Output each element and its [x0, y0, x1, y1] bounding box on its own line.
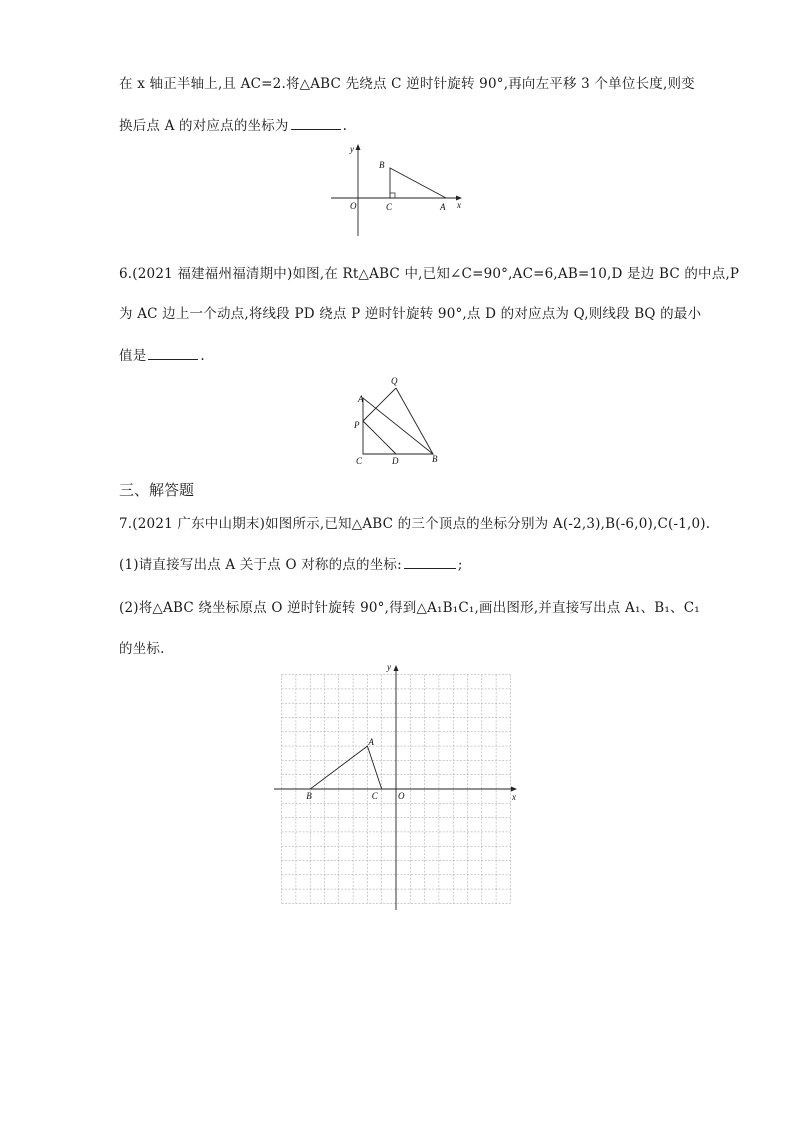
q7-text-line-3: (2)将△ABC 绕坐标原点 O 逆时针旋转 90°,得到△A₁B₁C₁,画出图形,并直接写出点 A₁、B₁、C₁ [119, 600, 700, 616]
q7-text-prefix: (1)请直接写出点 A 关于点 O 对称的点的坐标: [119, 557, 402, 573]
q7-label-o: O [398, 791, 405, 801]
q5-text-line-1: 在 x 轴正半轴上,且 AC=2.将△ABC 先绕点 C 逆时针旋转 90°,再向左平移 3 个单位长度,则变 [119, 76, 695, 92]
q6-triangle-abc [363, 398, 433, 454]
q7-label-c: C [371, 791, 378, 801]
q5-figure [328, 140, 468, 240]
q6-label-b: B [432, 454, 438, 464]
q6-text-suffix: . [200, 348, 205, 364]
q5-right-angle-mark [390, 193, 395, 198]
q7-text-suffix: ; [457, 557, 463, 573]
q5-triangle-abc [390, 168, 446, 198]
q6-text-line-3 [119, 344, 205, 364]
q6-segment-pd [363, 421, 396, 454]
q6-label-q: Q [391, 376, 398, 386]
q5-y-arrow [356, 144, 361, 150]
q7-label-b: B [306, 791, 312, 801]
q6-text-line-1: 6.(2021 福建福州福清期中)如图,在 Rt△ABC 中,已知∠C=90°,AC=6,AB=10,D 是边 BC 的中点,P [119, 266, 740, 282]
q6-text-prefix: 值是 [119, 348, 147, 364]
q5-label-b: B [379, 160, 385, 170]
q7-coordinate-grid [270, 660, 526, 916]
q5-answer-blank [291, 117, 341, 130]
q6-segment-pq [363, 388, 396, 421]
q6-label-c: C [356, 456, 363, 466]
q6-text-line-2: 为 AC 边上一个动点,将线段 PD 绕点 P 逆时针旋转 90°,点 D 的对应点为 Q,则线段 BQ 的最小 [119, 306, 702, 322]
q7-label-x: x [512, 792, 516, 802]
q7-text-line-1: 7.(2021 广东中山期末)如图所示,已知△ABC 的三个顶点的坐标分别为 A(-2,3),B(-6,0),C(-1,0). [119, 516, 711, 532]
q5-text-suffix: . [342, 118, 348, 134]
q5-label-y: y [350, 144, 354, 154]
q7-text-line-2 [119, 553, 463, 573]
q7-triangle-abc [310, 746, 382, 789]
q7-y-arrow [394, 665, 399, 671]
q6-segment-qb [396, 388, 433, 454]
q5-label-o: O [350, 201, 357, 211]
q7-label-y: y [387, 662, 391, 672]
q5-text-line-2 [119, 114, 347, 134]
q5-label-a: A [440, 202, 446, 212]
q5-label-c: C [386, 202, 393, 212]
q6-label-d: D [392, 456, 399, 466]
q7-label-a: A [368, 737, 374, 748]
q6-label-a: A [358, 394, 364, 404]
q5-label-x: x [457, 200, 461, 210]
q6-answer-blank [148, 347, 198, 360]
q6-label-p: P [354, 420, 360, 430]
q5-text-prefix: 换后点 A 的对应点的坐标为 [119, 118, 289, 134]
q7-answer-blank [404, 556, 456, 569]
q7-text-line-4: 的坐标. [119, 641, 165, 657]
q6-figure [348, 372, 448, 468]
section-heading: 三、解答题 [119, 481, 195, 499]
q7-x-arrow [511, 787, 517, 792]
